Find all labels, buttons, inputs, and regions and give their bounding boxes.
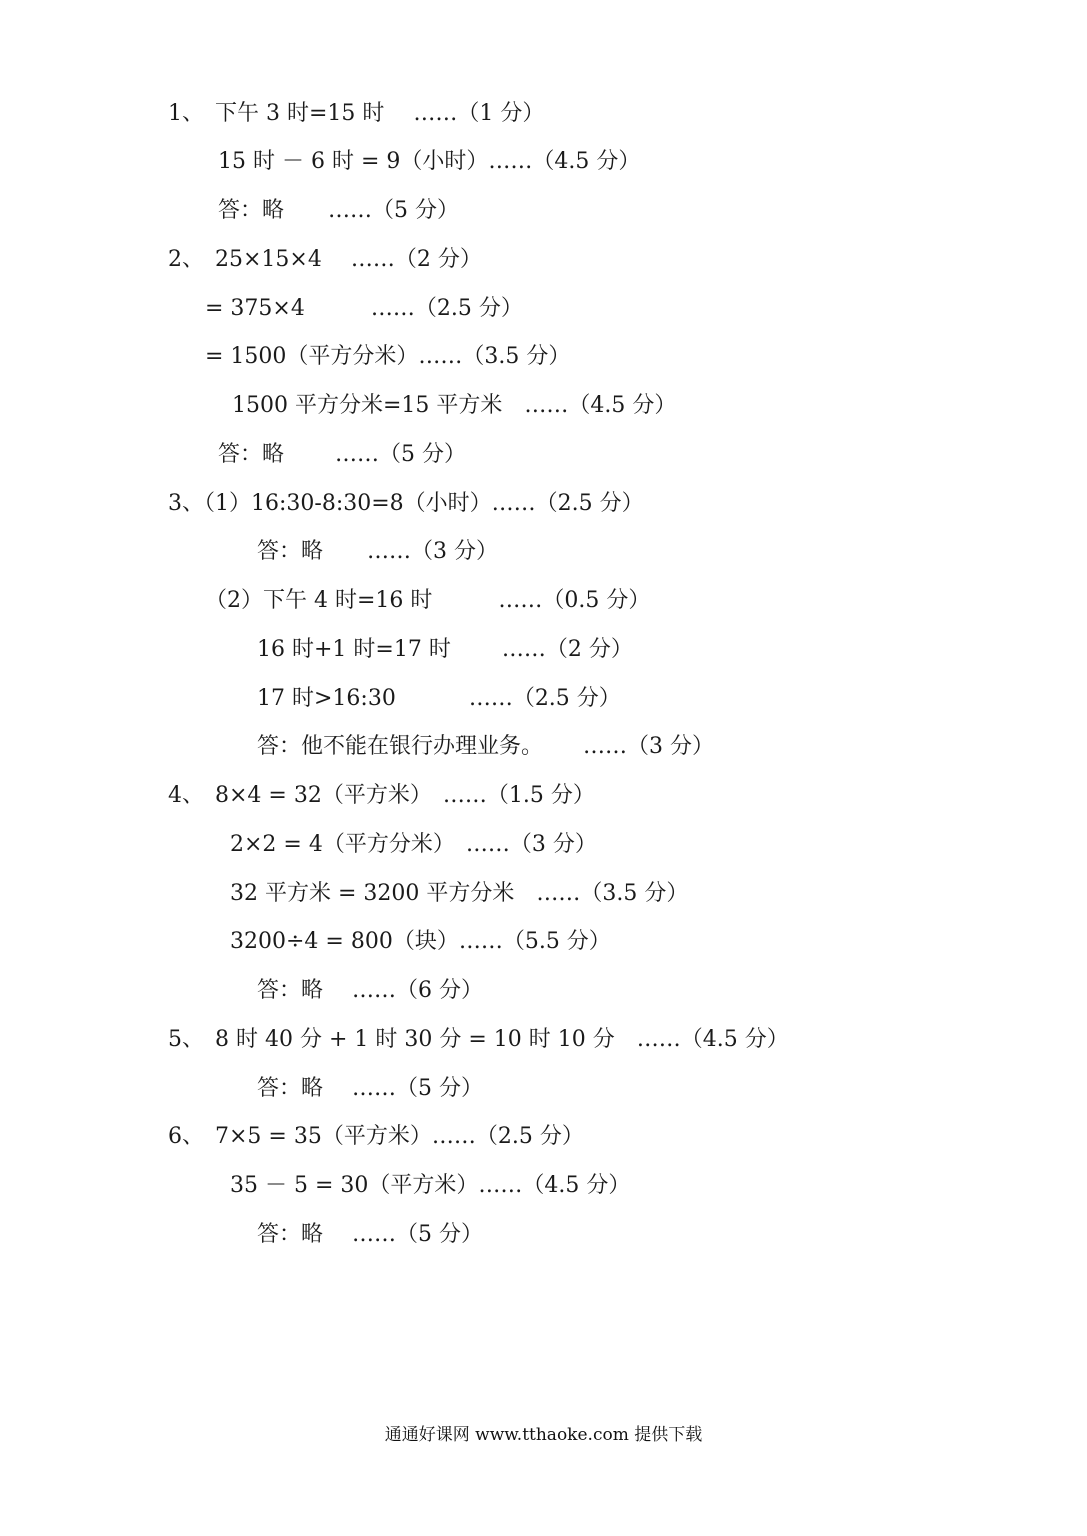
page-footer: 通通好课网 www.tthaoke.com 提供下载 [384, 1425, 703, 1445]
answer-2-step-4: 1500 平方分米=15 平方米 ……（4.5 分） [232, 393, 677, 418]
answer-6-step-2: 35 － 5 = 30（平方米）……（4.5 分） [230, 1173, 631, 1198]
answer-5-step-1: 5、 8 时 40 分 + 1 时 30 分 = 10 时 10 分 ……（4.5 分） [168, 1027, 789, 1052]
answer-3-part-2-step-1: （2）下午 4 时=16 时 ……（0.5 分） [205, 588, 651, 613]
answer-3-part-1-conclusion: 答：略 ……（3 分） [257, 539, 498, 564]
answer-2-conclusion: 答：略 ……（5 分） [218, 442, 466, 467]
answer-1-step-1: 1、 下午 3 时=15 时 ……（1 分） [168, 101, 545, 126]
answer-4-step-1: 4、 8×4 = 32（平方米） ……（1.5 分） [168, 783, 595, 808]
answer-3-part-2-step-3: 17 时>16:30 ……（2.5 分） [257, 686, 621, 711]
answer-4-step-2: 2×2 = 4（平方分米） ……（3 分） [230, 832, 597, 857]
answer-1-step-2: 15 时 － 6 时 = 9（小时）……（4.5 分） [218, 149, 641, 174]
answer-6-step-1: 6、 7×5 = 35（平方米）……（2.5 分） [168, 1124, 584, 1149]
answer-2-step-1: 2、 25×15×4 ……（2 分） [168, 247, 482, 272]
answer-4-step-3: 32 平方米 = 3200 平方分米 ……（3.5 分） [230, 881, 689, 906]
answer-4-conclusion: 答：略 ……（6 分） [257, 978, 483, 1003]
answer-3-part-2-conclusion: 答：他不能在银行办理业务。 ……（3 分） [257, 734, 714, 759]
answer-2-step-2: = 375×4 ……（2.5 分） [205, 296, 523, 321]
answer-6-conclusion: 答：略 ……（5 分） [257, 1222, 483, 1247]
answer-3-part-1: 3、（1）16:30-8:30=8（小时）……（2.5 分） [168, 491, 644, 516]
answer-5-conclusion: 答：略 ……（5 分） [257, 1076, 483, 1101]
answer-4-step-4: 3200÷4 = 800（块）……（5.5 分） [230, 929, 611, 954]
answer-3-part-2-step-2: 16 时+1 时=17 时 ……（2 分） [257, 637, 633, 662]
answer-2-step-3: = 1500（平方分米）……（3.5 分） [205, 344, 571, 369]
answer-1-conclusion: 答：略 ……（5 分） [218, 198, 459, 223]
